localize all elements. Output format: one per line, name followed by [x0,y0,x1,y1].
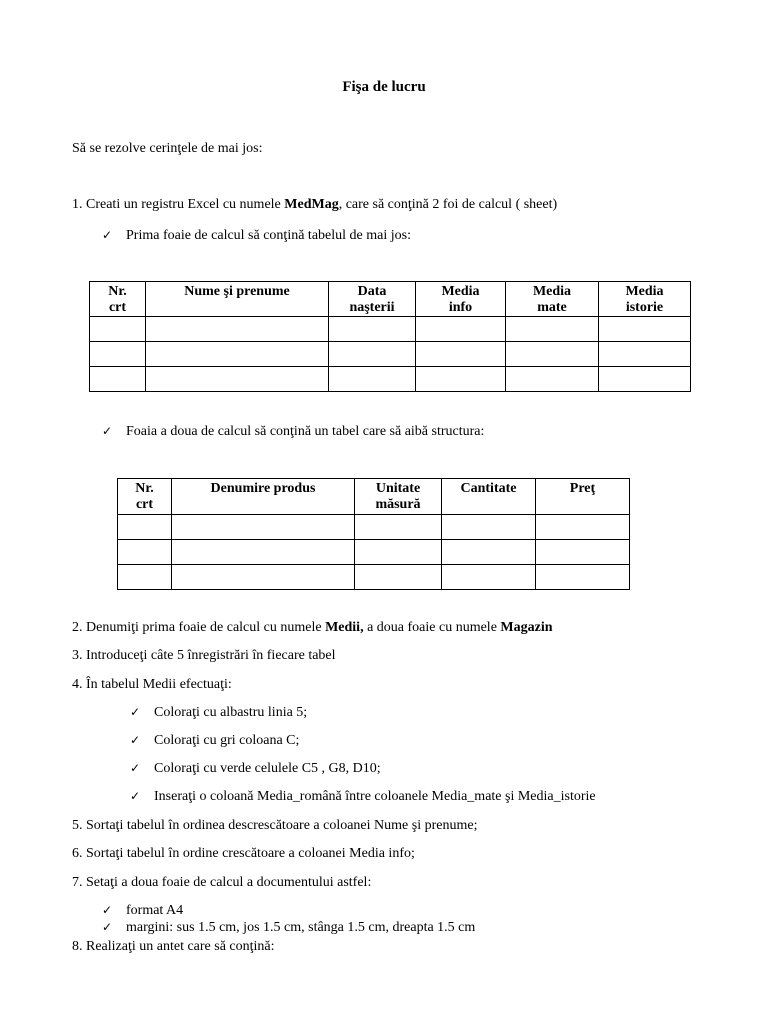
checkmark-icon: ✓ [102,228,113,242]
checkmark-icon: ✓ [102,903,113,917]
page-title: Fişa de lucru [342,79,426,95]
table2-header-unit: Unitate măsură [355,479,442,515]
table-row [118,565,630,590]
item-2-bold-2: Magazin [500,620,553,635]
item-7-sub-2-text: margini: sus 1.5 cm, jos 1.5 cm, stânga 1.5 cm, dreapta 1.5 cm [126,920,476,935]
item-4: 4. În tabelul Medii efectuaţi: [72,677,232,692]
item-4-sub-4-text: Inseraţi o coloană Media_română între coloanele Media_mate şi Media_istorie [154,789,596,804]
table-row [118,540,630,565]
item-1-text: 1. Creati un registru Excel cu numele [72,197,285,212]
checkmark-icon: ✓ [102,424,113,438]
item-2-bold-1: Medii, [325,620,364,635]
item-1-text-end: , care să conţină 2 foi de calcul ( sheet) [338,197,558,212]
item-4-sub-1 [130,705,307,721]
table1-header-media-istorie: Media istorie [599,282,691,317]
item-7: 7. Setaţi a doua foaie de calcul a documentului astfel: [72,875,372,890]
item-4-sub-2-text: Coloraţi cu gri coloana C; [154,733,300,748]
item-4-sub-3-text: Coloraţi cu verde celulele C5 , G8, D10; [154,761,381,776]
table2-header-product: Denumire produs [172,479,355,515]
products-table [117,478,630,590]
item-7-sub-1-text: format A4 [126,903,184,918]
item-7-sub-1 [102,903,183,919]
item-4-sub-2 [130,733,299,749]
table-row [118,515,630,540]
table-row [90,317,691,342]
sub-item-2-text: Foaia a doua de calcul să conţină un tabel care să aibă structura: [126,424,485,439]
table2-header-nr: Nr. crt [118,479,172,515]
table2-header-quantity: Cantitate [442,479,536,515]
table1-header-birthdate: Data naşterii [329,282,416,317]
table2-header-price: Preţ [536,479,630,515]
checkmark-icon: ✓ [130,789,141,803]
sub-item-2 [102,424,484,440]
item-3: 3. Introduceţi câte 5 înregistrări în fiecare tabel [72,648,336,663]
item-4-sub-3 [130,761,381,777]
item-4-sub-1-text: Coloraţi cu albastru linia 5; [154,705,308,720]
table-row [90,367,691,392]
checkmark-icon: ✓ [130,733,141,747]
table-row [90,342,691,367]
table1-header-nr: Nr. crt [90,282,146,317]
item-5: 5. Sortaţi tabelul în ordinea descrescătoare a coloanei Nume şi prenume; [72,818,478,833]
item-2-text: 2. Denumiţi prima foaie de calcul cu numele [72,620,326,635]
item-2 [72,620,553,636]
checkmark-icon: ✓ [102,920,113,934]
item-8: 8. Realizaţi un antet care să conţină: [72,939,275,954]
sub-item-1 [102,228,411,244]
table1-header-name: Nume şi prenume [146,282,329,317]
table1-header-media-info: Media info [416,282,506,317]
item-1 [72,197,557,213]
item-6: 6. Sortaţi tabelul în ordine crescătoare a coloanei Media info; [72,846,415,861]
item-7-sub-2 [102,920,475,936]
sub-item-1-text: Prima foaie de calcul să conţină tabelul de mai jos: [126,228,411,243]
item-1-bold: MedMag [284,197,339,212]
table1-header-media-mate: Media mate [506,282,599,317]
checkmark-icon: ✓ [130,761,141,775]
item-4-sub-4 [130,789,596,805]
checkmark-icon: ✓ [130,705,141,719]
students-table [89,281,691,392]
item-2-text-mid: a doua foaie cu numele [363,620,501,635]
intro-text: Să se rezolve cerinţele de mai jos: [72,141,263,156]
